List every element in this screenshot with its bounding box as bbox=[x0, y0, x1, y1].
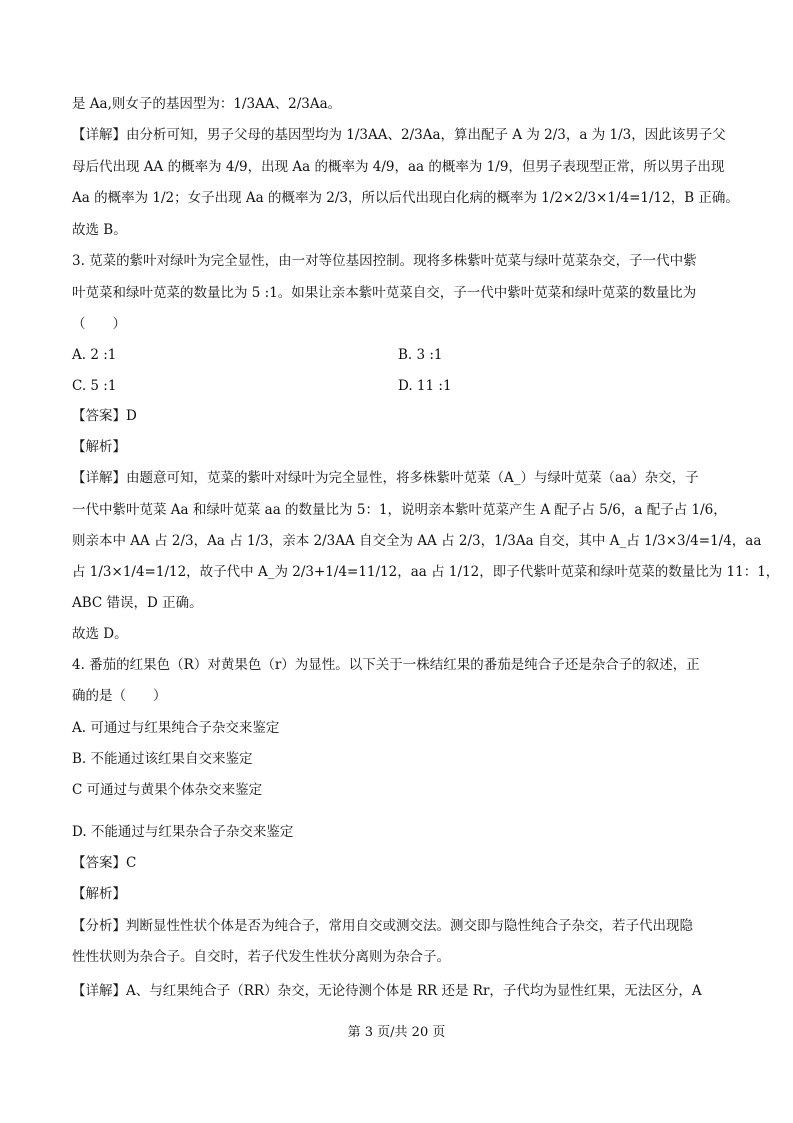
text-line: 故选 D。 bbox=[72, 626, 128, 642]
page-footer: 第 3 页/共 20 页 bbox=[347, 1025, 446, 1040]
question-3-stem: 3. 苋菜的紫叶对绿叶为完全显性，由一对等位基因控制。现将多株紫叶苋菜与绿叶苋菜杂交，子一代中紫 bbox=[72, 253, 697, 269]
question-3-answer: 【答案】D bbox=[72, 408, 137, 424]
question-3-option-a: A. 2 :1 bbox=[72, 347, 117, 363]
text-line: Aa 的概率为 1/2；女子出现 Aa 的概率为 2/3，所以后代出现白化病的概率为 1/2×2/3×1/4=1/12，B 正确。 bbox=[72, 190, 739, 206]
text-line: 【详解】由分析可知，男子父母的基因型均为 1/3AA、2/3Aa，算出配子 A 为 2/3，a 为 1/3，因此该男子父 bbox=[72, 127, 726, 143]
question-4-analysis-heading: 【解析】 bbox=[72, 886, 126, 902]
text-line: 是 Aa,则女子的基因型为：1/3AA、2/3Aa。 bbox=[72, 96, 342, 112]
text-line: 【详解】由题意可知，苋菜的紫叶对绿叶为完全显性，将多株紫叶苋菜（A_）与绿叶苋菜（aa）杂交，子 bbox=[72, 470, 699, 486]
text-line: 故选 B。 bbox=[72, 222, 127, 238]
question-4-stem: 确的是（ ） bbox=[72, 688, 167, 704]
text-line: 性性状则为杂合子。自交时，若子代发生性状分离则为杂合子。 bbox=[72, 949, 450, 965]
question-4-option-c: C 可通过与黄果个体杂交来鉴定 bbox=[72, 782, 263, 798]
text-line: 母后代出现 AA 的概率为 4/9，出现 Aa 的概率为 4/9，aa 的概率为 1/9，但男子表现型正常，所以男子出现 bbox=[72, 159, 725, 175]
question-4-option-b: B. 不能通过该红果自交来鉴定 bbox=[72, 751, 253, 767]
text-line: ABC 错误，D 正确。 bbox=[72, 595, 203, 611]
text-line: 则亲本中 AA 占 2/3，Aa 占 1/3，亲本 2/3AA 自交全为 AA 占 2/3，1/3Aa 自交，其中 A_占 1/3×3/4=1/4，aa bbox=[72, 533, 762, 549]
question-3-stem: 叶苋菜和绿叶苋菜的数量比为 5 :1。如果让亲本紫叶苋菜自交，子一代中紫叶苋菜和绿叶苋菜的数量比为 bbox=[72, 285, 697, 301]
question-3-blank: （ ） bbox=[72, 316, 126, 332]
question-4-stem: 4. 番茄的红果色（R）对黄果色（r）为显性。以下关于一株结红果的番茄是纯合子还是杂合子的叙述，正 bbox=[72, 657, 700, 673]
question-3-option-b: B. 3 :1 bbox=[398, 347, 443, 363]
question-3-option-c: C. 5 :1 bbox=[72, 378, 117, 394]
text-line: 占 1/3×1/4=1/12，故子代中 A_为 2/3+1/4=11/12，aa 占 1/12，即子代紫叶苋菜和绿叶苋菜的数量比为 11：1， bbox=[72, 564, 780, 580]
question-4-option-d: D. 不能通过与红果杂合子杂交来鉴定 bbox=[72, 824, 294, 840]
text-line: 一代中紫叶苋菜 Aa 和绿叶苋菜 aa 的数量比为 5：1，说明亲本紫叶苋菜产生 A 配子占 5/6，a 配子占 1/6， bbox=[72, 502, 727, 518]
question-4-option-a: A. 可通过与红果纯合子杂交来鉴定 bbox=[72, 720, 280, 736]
question-3-analysis-heading: 【解析】 bbox=[72, 439, 126, 455]
text-line: 【详解】A、与红果纯合子（RR）杂交，无论待测个体是 RR 还是 Rr，子代均为显性红果，无法区分，A bbox=[72, 983, 702, 999]
text-line: 【分析】判断显性性状个体是否为纯合子，常用自交或测交法。测交即与隐性纯合子杂交，若子代出现隐 bbox=[72, 918, 693, 934]
question-3-option-d: D. 11 :1 bbox=[398, 378, 452, 394]
question-4-answer: 【答案】C bbox=[72, 855, 137, 871]
